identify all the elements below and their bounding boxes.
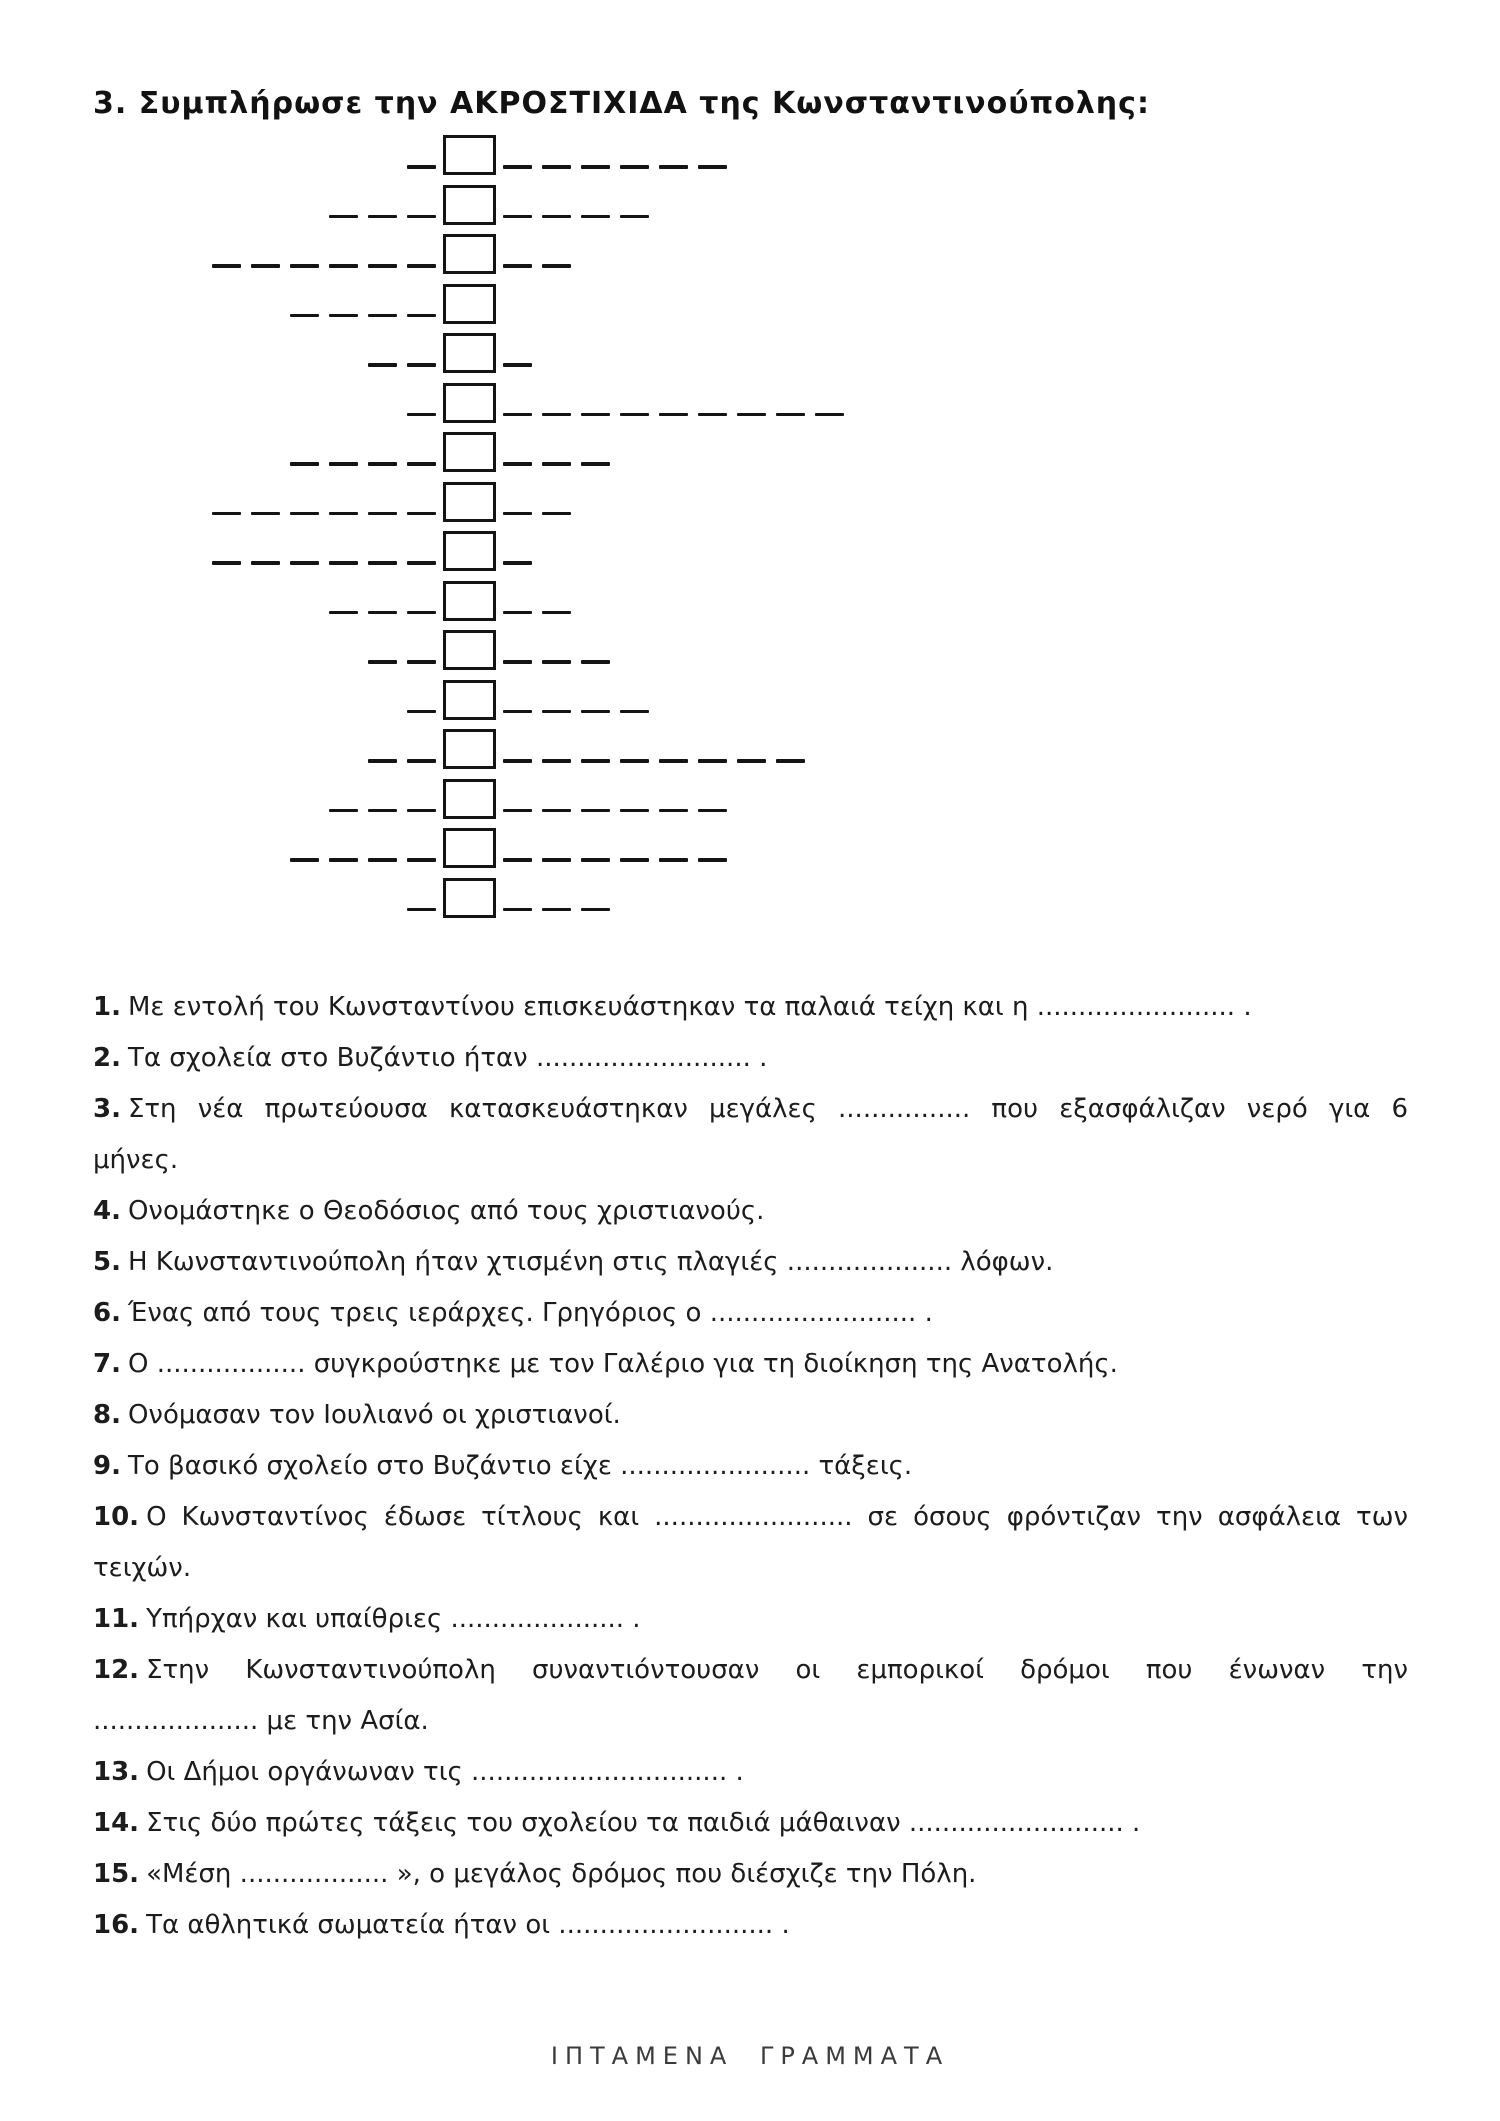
clue-number: 6. <box>93 1298 121 1328</box>
clue-number: 1. <box>93 992 121 1022</box>
clue-item <box>93 1492 1408 1594</box>
clue-item <box>93 982 1408 1033</box>
letter-blank-dash <box>290 462 319 466</box>
clue-text-line <box>93 1033 1408 1084</box>
letter-blank-dash <box>407 215 436 219</box>
letter-blank-dash <box>407 512 436 516</box>
acrostic-letter-box <box>443 333 496 373</box>
letter-blank-dash <box>368 462 397 466</box>
acrostic-row <box>0 729 1500 779</box>
clue-number: 2. <box>93 1043 121 1073</box>
clue-item <box>93 1594 1408 1645</box>
clue-number: 13. <box>93 1757 140 1787</box>
clue-text-line: τειχών. <box>93 1553 192 1583</box>
dashes-before-group <box>0 561 436 565</box>
letter-blank-dash <box>407 314 436 318</box>
letter-blank-dash <box>659 759 688 763</box>
clue-text-line <box>93 982 1408 1033</box>
letter-blank-dash <box>542 660 571 664</box>
acrostic-row <box>0 333 1500 383</box>
letter-blank-dash <box>368 561 397 565</box>
letter-blank-dash <box>581 858 610 862</box>
acrostic-letter-box <box>443 284 496 324</box>
clue-item <box>93 1849 1408 1900</box>
dashes-after-group <box>503 512 571 516</box>
letter-blank-dash <box>581 413 610 417</box>
letter-blank-dash <box>503 462 532 466</box>
letter-blank-dash <box>503 660 532 664</box>
letter-blank-dash <box>290 858 319 862</box>
clue-text-line <box>93 1900 1408 1951</box>
clue-number: 16. <box>93 1910 140 1940</box>
letter-blank-dash <box>659 809 688 813</box>
letter-blank-dash <box>503 165 532 169</box>
dashes-before-group <box>0 858 436 862</box>
letter-blank-dash <box>503 363 532 367</box>
clue-text: «Μέση .................. », ο μεγάλος δρόμος που διέσχιζε την Πόλη. <box>146 1859 977 1889</box>
dashes-after-group <box>503 759 805 763</box>
acrostic-row <box>0 581 1500 631</box>
letter-blank-dash <box>698 809 727 813</box>
acrostic-letter-box <box>443 135 496 175</box>
dashes-after-group <box>503 660 610 664</box>
dashes-before-group <box>0 314 436 318</box>
dashes-before-group <box>0 462 436 466</box>
letter-blank-dash <box>368 363 397 367</box>
dashes-before-group <box>0 809 436 813</box>
letter-blank-dash <box>212 561 241 565</box>
acrostic-grid <box>0 135 1500 927</box>
clue-number: 9. <box>93 1451 121 1481</box>
acrostic-letter-box <box>443 531 496 571</box>
letter-blank-dash <box>407 165 436 169</box>
letter-blank-dash <box>329 215 358 219</box>
letter-blank-dash <box>290 264 319 268</box>
letter-blank-dash <box>503 710 532 714</box>
dashes-after-group <box>503 809 727 813</box>
clue-item <box>93 1900 1408 1951</box>
letter-blank-dash <box>503 759 532 763</box>
letter-blank-dash <box>542 413 571 417</box>
dashes-before-group <box>0 759 436 763</box>
acrostic-row <box>0 185 1500 235</box>
letter-blank-dash <box>407 561 436 565</box>
dashes-after-group <box>503 561 532 565</box>
letter-blank-dash <box>368 512 397 516</box>
letter-blank-dash <box>503 215 532 219</box>
acrostic-letter-box <box>443 630 496 670</box>
letter-blank-dash <box>329 512 358 516</box>
letter-blank-dash <box>581 710 610 714</box>
letter-blank-dash <box>698 858 727 862</box>
letter-blank-dash <box>368 264 397 268</box>
acrostic-letter-box <box>443 878 496 918</box>
clue-item <box>93 1288 1408 1339</box>
clue-number: 11. <box>93 1604 140 1634</box>
letter-blank-dash <box>329 858 358 862</box>
dashes-before-group <box>0 611 436 615</box>
letter-blank-dash <box>503 264 532 268</box>
dashes-before-group <box>0 264 436 268</box>
dashes-after-group <box>503 165 727 169</box>
letter-blank-dash <box>581 462 610 466</box>
dashes-before-group <box>0 908 436 912</box>
dashes-after-group <box>503 611 571 615</box>
clue-text-line <box>93 1747 1408 1798</box>
letter-blank-dash <box>542 710 571 714</box>
letter-blank-dash <box>407 611 436 615</box>
letter-blank-dash <box>251 561 280 565</box>
letter-blank-dash <box>815 413 844 417</box>
letter-blank-dash <box>581 165 610 169</box>
letter-blank-dash <box>407 809 436 813</box>
clue-text: Οι Δήμοι οργάνωναν τις ............................... . <box>146 1757 744 1787</box>
letter-blank-dash <box>407 858 436 862</box>
letter-blank-dash <box>368 759 397 763</box>
dashes-after-group <box>503 413 844 417</box>
clue-text-line: μήνες. <box>93 1145 179 1175</box>
clue-text-line <box>93 1492 1408 1543</box>
letter-blank-dash <box>251 512 280 516</box>
acrostic-row <box>0 531 1500 581</box>
clue-number: 10. <box>93 1502 140 1532</box>
letter-blank-dash <box>368 215 397 219</box>
acrostic-letter-box <box>443 729 496 769</box>
clue-text-line <box>93 1798 1408 1849</box>
clue-text: Ονόμασαν τον Ιουλιανό οι χριστιανοί. <box>127 1400 621 1430</box>
clue-text: Με εντολή του Κωνσταντίνου επισκευάστηκαν τα παλαιά τείχη και η ........................ . <box>127 992 1252 1022</box>
dashes-after-group <box>503 215 649 219</box>
letter-blank-dash <box>542 512 571 516</box>
acrostic-letter-box <box>443 383 496 423</box>
letter-blank-dash <box>698 165 727 169</box>
letter-blank-dash <box>407 363 436 367</box>
letter-blank-dash <box>329 264 358 268</box>
clue-text-line <box>93 1288 1408 1339</box>
dashes-before-group <box>0 363 436 367</box>
letter-blank-dash <box>329 462 358 466</box>
letter-blank-dash <box>503 512 532 516</box>
letter-blank-dash <box>503 561 532 565</box>
letter-blank-dash <box>737 413 766 417</box>
acrostic-row <box>0 878 1500 928</box>
letter-blank-dash <box>542 858 571 862</box>
letter-blank-dash <box>620 215 649 219</box>
clue-text-line: .................... με την Ασία. <box>93 1706 429 1736</box>
clue-text: Η Κωνσταντινούπολη ήταν χτισμένη στις πλαγιές .................... λόφων. <box>127 1247 1054 1277</box>
dashes-before-group <box>0 413 436 417</box>
dashes-before-group <box>0 710 436 714</box>
clue-text-line <box>93 1339 1408 1390</box>
letter-blank-dash <box>407 660 436 664</box>
letter-blank-dash <box>698 413 727 417</box>
clue-number: 4. <box>93 1196 121 1226</box>
acrostic-letter-box <box>443 828 496 868</box>
dashes-after-group <box>503 462 610 466</box>
acrostic-row <box>0 680 1500 730</box>
clue-item <box>93 1441 1408 1492</box>
letter-blank-dash <box>368 314 397 318</box>
clue-text: Στην Κωνσταντινούπολη συναντιόντουσαν οι εμπορικοί δρόμοι που ένωναν την <box>146 1655 1408 1685</box>
clue-text: Υπήρχαν και υπαίθριες ..................... . <box>146 1604 641 1634</box>
clue-item <box>93 1186 1408 1237</box>
acrostic-row <box>0 779 1500 829</box>
clue-text: Τα αθλητικά σωματεία ήταν οι .......................... . <box>146 1910 790 1940</box>
letter-blank-dash <box>776 759 805 763</box>
letter-blank-dash <box>542 611 571 615</box>
dashes-after-group <box>503 264 571 268</box>
letter-blank-dash <box>659 165 688 169</box>
letter-blank-dash <box>620 165 649 169</box>
dashes-after-group <box>503 363 532 367</box>
letter-blank-dash <box>407 759 436 763</box>
letter-blank-dash <box>290 512 319 516</box>
letter-blank-dash <box>776 413 805 417</box>
letter-blank-dash <box>212 264 241 268</box>
letter-blank-dash <box>503 611 532 615</box>
clue-text-line <box>93 1594 1408 1645</box>
letter-blank-dash <box>329 809 358 813</box>
letter-blank-dash <box>407 462 436 466</box>
acrostic-letter-box <box>443 482 496 522</box>
acrostic-row <box>0 234 1500 284</box>
letter-blank-dash <box>407 908 436 912</box>
acrostic-row <box>0 630 1500 680</box>
letter-blank-dash <box>542 215 571 219</box>
clue-number: 3. <box>93 1094 121 1124</box>
letter-blank-dash <box>620 710 649 714</box>
letter-blank-dash <box>542 759 571 763</box>
clue-item <box>93 1237 1408 1288</box>
dashes-before-group <box>0 215 436 219</box>
dashes-before-group <box>0 512 436 516</box>
acrostic-row <box>0 383 1500 433</box>
acrostic-letter-box <box>443 185 496 225</box>
letter-blank-dash <box>407 710 436 714</box>
letter-blank-dash <box>581 660 610 664</box>
clue-number: 12. <box>93 1655 140 1685</box>
letter-blank-dash <box>368 809 397 813</box>
letter-blank-dash <box>581 809 610 813</box>
acrostic-row <box>0 432 1500 482</box>
letter-blank-dash <box>503 809 532 813</box>
letter-blank-dash <box>620 413 649 417</box>
dashes-after-group <box>503 710 649 714</box>
letter-blank-dash <box>542 908 571 912</box>
clue-text: Στη νέα πρωτεύουσα κατασκευάστηκαν μεγάλες ................ που εξασφάλιζαν νερό για 6 <box>127 1094 1408 1124</box>
clue-list <box>93 982 1408 1951</box>
acrostic-row <box>0 284 1500 334</box>
letter-blank-dash <box>407 413 436 417</box>
clue-item <box>93 1798 1408 1849</box>
clue-number: 14. <box>93 1808 140 1838</box>
clue-text: Στις δύο πρώτες τάξεις του σχολείου τα παιδιά μάθαιναν .......................... . <box>146 1808 1141 1838</box>
letter-blank-dash <box>368 611 397 615</box>
clue-text-line <box>93 1390 1408 1441</box>
dashes-before-group <box>0 165 436 169</box>
letter-blank-dash <box>620 809 649 813</box>
clue-number: 7. <box>93 1349 121 1379</box>
clue-text: Τα σχολεία στο Βυζάντιο ήταν .......................... . <box>127 1043 768 1073</box>
clue-text-line <box>93 1441 1408 1492</box>
letter-blank-dash <box>503 908 532 912</box>
letter-blank-dash <box>368 858 397 862</box>
letter-blank-dash <box>542 264 571 268</box>
letter-blank-dash <box>659 413 688 417</box>
letter-blank-dash <box>290 314 319 318</box>
letter-blank-dash <box>620 759 649 763</box>
letter-blank-dash <box>581 215 610 219</box>
dashes-after-group <box>503 858 727 862</box>
acrostic-letter-box <box>443 432 496 472</box>
clue-item <box>93 1645 1408 1747</box>
clue-text: Ονομάστηκε ο Θεοδόσιος από τους χριστιανούς. <box>127 1196 765 1226</box>
letter-blank-dash <box>542 462 571 466</box>
clue-number: 8. <box>93 1400 121 1430</box>
letter-blank-dash <box>698 759 727 763</box>
footer-brand-text: ΙΠΤΑΜΕΝΑ ΓΡΑΜΜΑΤΑ <box>550 2042 950 2070</box>
clue-number: 5. <box>93 1247 121 1277</box>
acrostic-letter-box <box>443 779 496 819</box>
clue-item <box>93 1084 1408 1186</box>
acrostic-row <box>0 828 1500 878</box>
letter-blank-dash <box>503 413 532 417</box>
acrostic-letter-box <box>443 680 496 720</box>
dashes-after-group <box>503 908 610 912</box>
letter-blank-dash <box>503 858 532 862</box>
acrostic-letter-box <box>443 581 496 621</box>
letter-blank-dash <box>542 165 571 169</box>
letter-blank-dash <box>581 759 610 763</box>
letter-blank-dash <box>212 512 241 516</box>
letter-blank-dash <box>542 809 571 813</box>
clue-text: Ο Κωνσταντίνος έδωσε τίτλους και ........................ σε όσους φρόντιζαν την ασφάλεια των <box>146 1502 1408 1532</box>
letter-blank-dash <box>329 561 358 565</box>
clue-text-line <box>93 1237 1408 1288</box>
letter-blank-dash <box>329 611 358 615</box>
clue-text-line <box>93 1084 1408 1135</box>
worksheet-title: 3. Συμπλήρωσε την ΑΚΡΟΣΤΙΧΙΔΑ της Κωνσταντινούπολης: <box>93 86 1150 121</box>
clue-item <box>93 1747 1408 1798</box>
clue-text-line <box>93 1645 1408 1696</box>
letter-blank-dash <box>659 858 688 862</box>
acrostic-row <box>0 482 1500 532</box>
clue-item <box>93 1339 1408 1390</box>
letter-blank-dash <box>407 264 436 268</box>
letter-blank-dash <box>251 264 280 268</box>
clue-text: Ο .................. συγκρούστηκε με τον Γαλέριο για τη διοίκηση της Ανατολής. <box>127 1349 1118 1379</box>
clue-item <box>93 1033 1408 1084</box>
letter-blank-dash <box>737 759 766 763</box>
letter-blank-dash <box>368 660 397 664</box>
letter-blank-dash <box>329 314 358 318</box>
clue-text-line <box>93 1849 1408 1900</box>
acrostic-row <box>0 135 1500 185</box>
acrostic-letter-box <box>443 234 496 274</box>
clue-item <box>93 1390 1408 1441</box>
clue-text: Ένας από τους τρεις ιεράρχες. Γρηγόριος ο ......................... . <box>127 1298 933 1328</box>
clue-text-line <box>93 1186 1408 1237</box>
clue-text: Το βασικό σχολείο στο Βυζάντιο είχε ....................... τάξεις. <box>127 1451 913 1481</box>
letter-blank-dash <box>581 908 610 912</box>
letter-blank-dash <box>620 858 649 862</box>
letter-blank-dash <box>290 561 319 565</box>
dashes-before-group <box>0 660 436 664</box>
clue-number: 15. <box>93 1859 140 1889</box>
